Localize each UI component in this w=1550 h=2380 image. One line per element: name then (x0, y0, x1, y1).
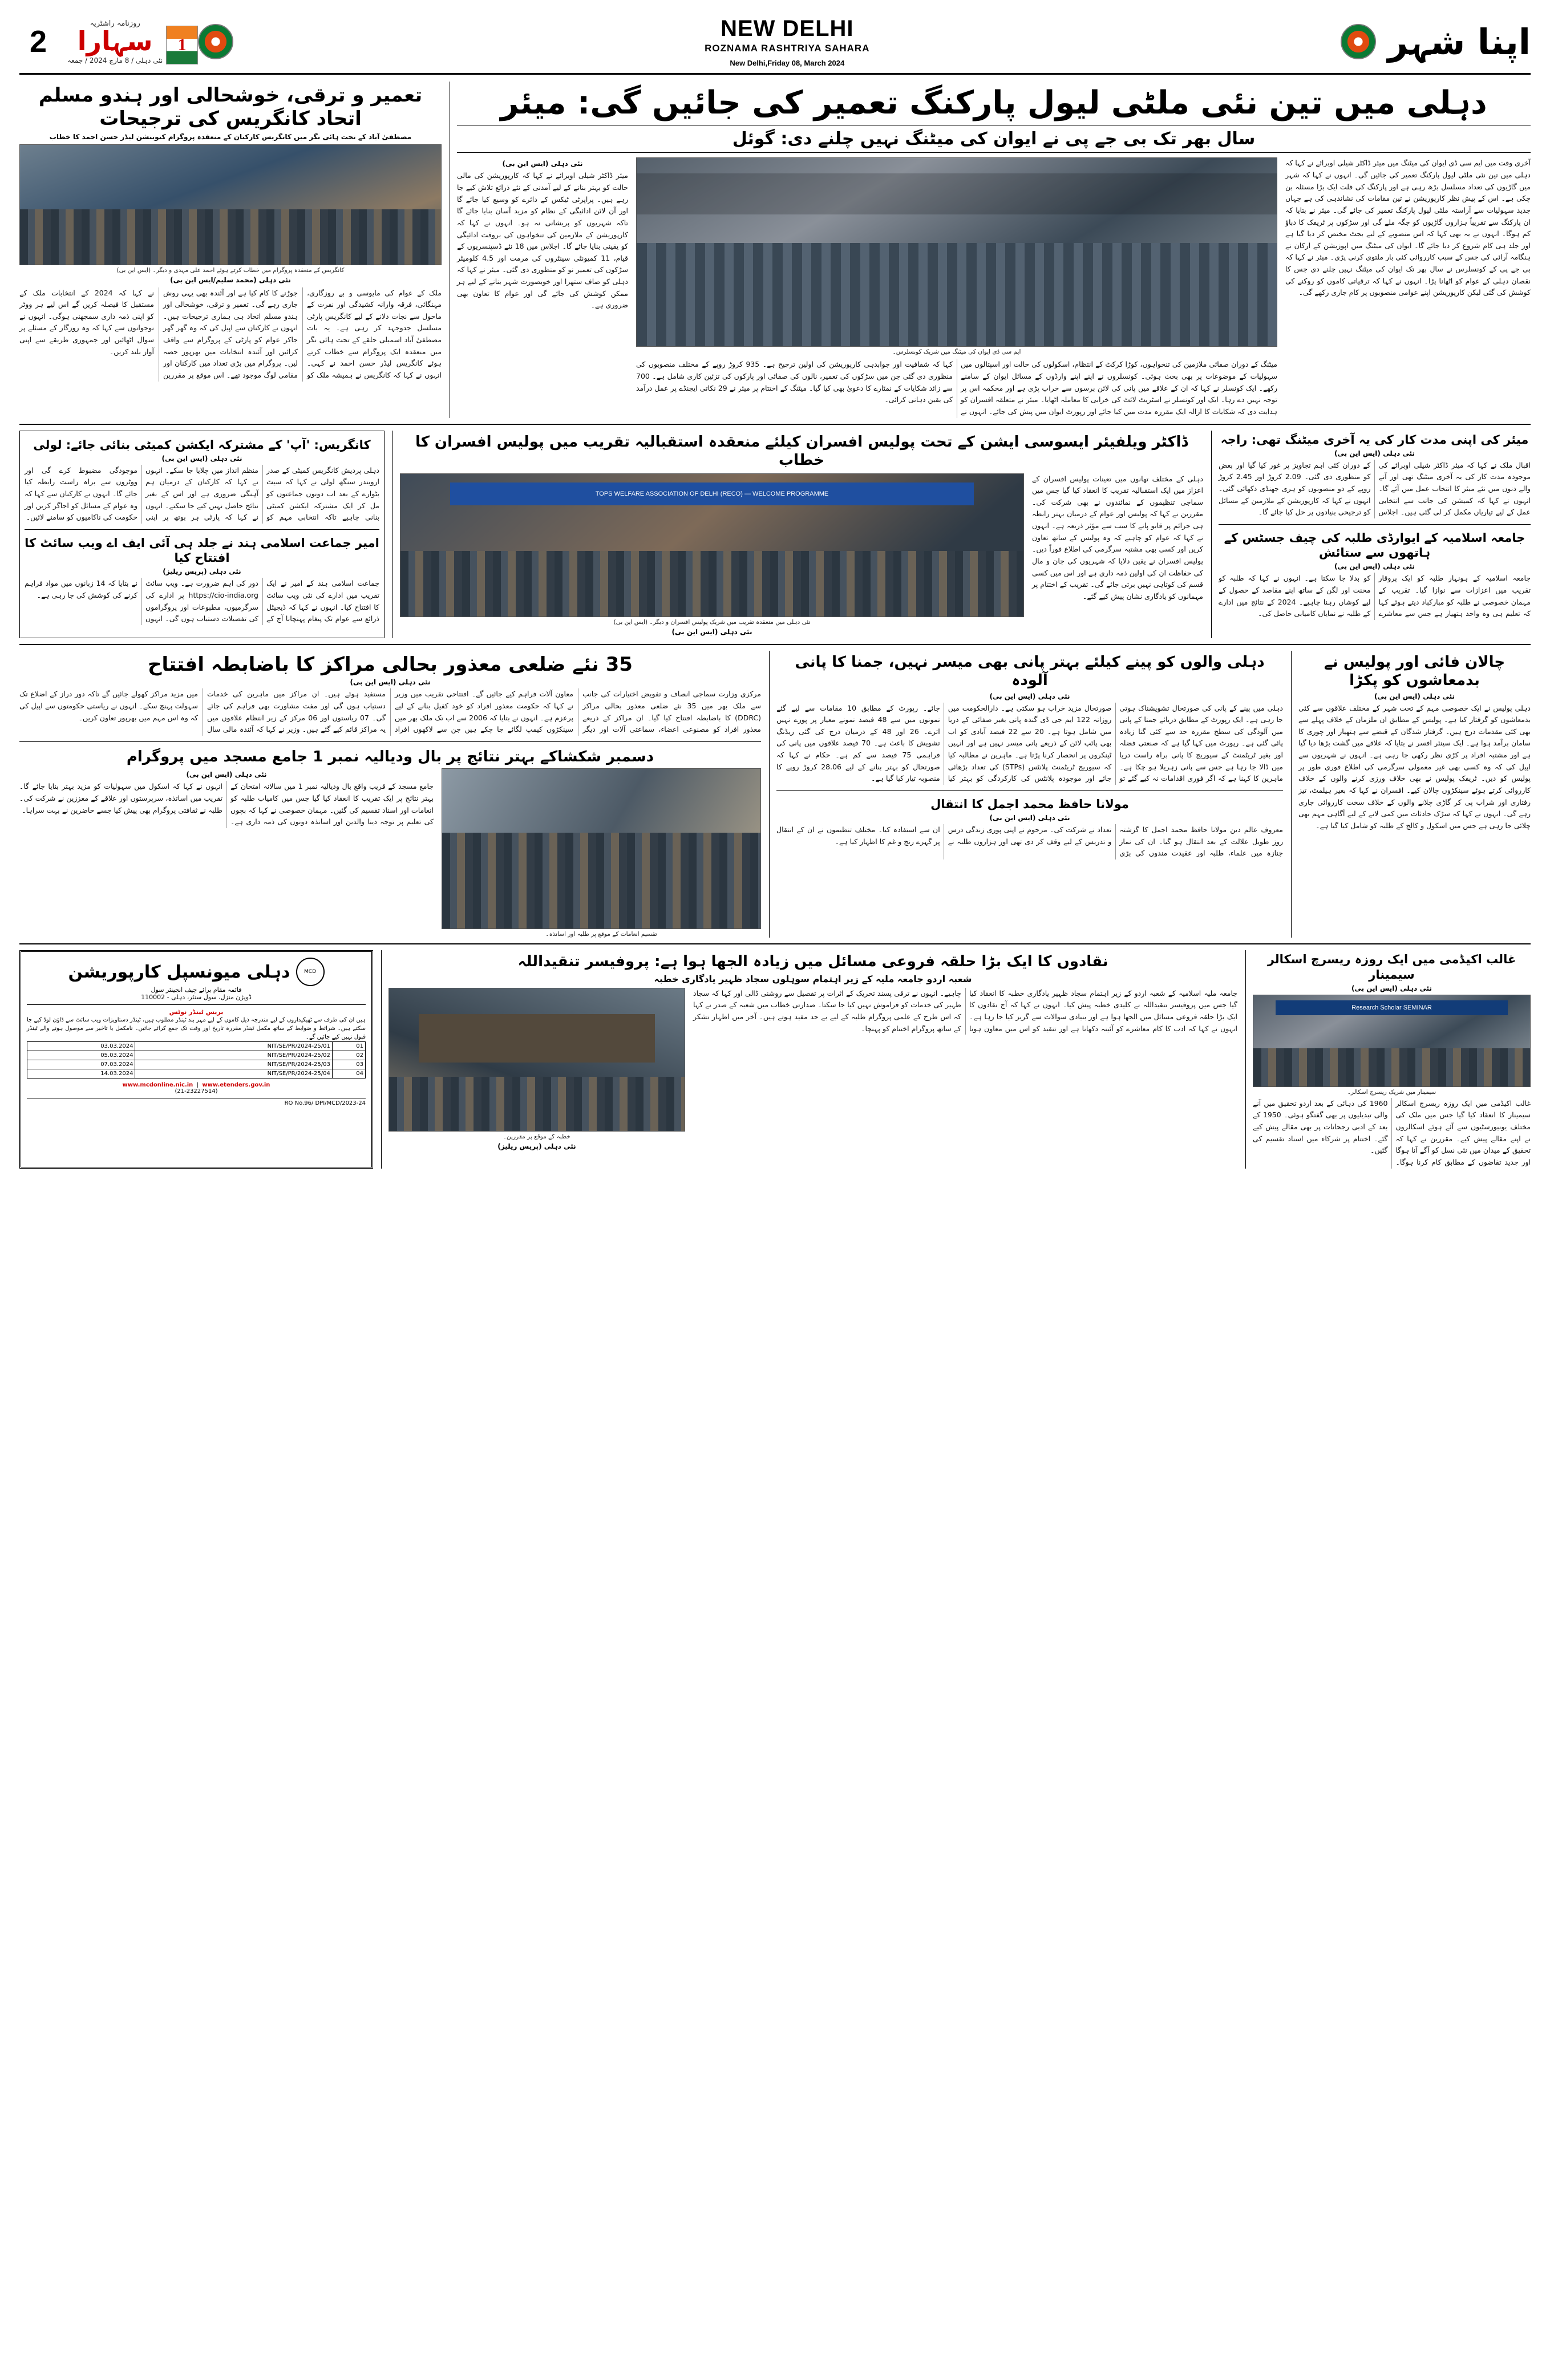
masjid-program-photo (442, 768, 761, 929)
masthead (19, 16, 1531, 75)
table-row (27, 1060, 366, 1069)
masthead-dateline: New Delhi,Friday 08, March 2024 (730, 59, 845, 67)
congress-photo-caption: کانگریس کے منعقدہ پروگرام میں خطاب کرتے ہوئے احمد علی مہدی و دیگر۔ (ایس این بی) (116, 266, 345, 274)
centers-body: مرکزی وزارت سماجی انصاف و تفویض اختیارات کی جانب سے ملک بھر میں 35 نئے ضلعی معذور بحالی مراکز (DDRC) کا باضابطہ افتتاح کیا گیا۔ ان مراکز کے ذریعے معذور افراد کو مصنوعی اعضاء، سماعتی آلات اور دیگر معاون آلات فراہم کیے جائیں گے۔ افتتاحی تقریب میں وزیر نے کہا کہ حکومت معذور افراد کو خود کفیل بنانے کے لیے پرعزم ہے۔ انہوں نے بتایا کہ 2006 سے اب تک ملک بھر میں سینکڑوں کیمپ لگائے جا چکے ہیں جن سے لاکھوں افراد مستفید ہوئے ہیں۔ ان مراکز میں ماہرین کی خدمات دستیاب ہوں گی اور مفت مشاورت بھی فراہم کی جائے گی۔ 07 ریاستوں اور 06 مرکز کے زیر انتظام علاقوں میں یہ مراکز قائم کیے گئے ہیں۔ وزیر نے کہا کہ آئندہ مالی سال میں مزید مراکز کھولے جائیں گے تاکہ دور دراز کے اضلاع تک سہولت پہنچ سکے۔ انہوں نے ریاستی حکومتوں سے اپیل کی کہ وہ اس مہم میں بھرپور تعاون کریں۔ (19, 690, 761, 734)
ghalib-caption: سیمینار میں شریک ریسرچ اسکالر۔ (1347, 1088, 1436, 1096)
article-35-centers (19, 651, 761, 938)
congress-byline: نئی دہلی (محمد سلیم/ایس این بی) (170, 275, 291, 284)
lead-body-right: میئر ڈاکٹر شیلی اوبرائے نے کہا کہ کارپوریشن کی مالی حالت کو بہتر بنانے کے لیے آمدنی کے نئے ذرائع تلاش کیے جا رہے ہیں۔ پراپرٹی ٹیکس کے دائرے کو وسیع کیا جائے گا اور آن لائن ادائیگی کے نظام کو مزید آسان بنایا جائے گا تاکہ شہریوں کو پریشانی نہ ہو۔ انہوں نے کہا کہ کارپوریشن کے ملازمین کی تنخواہوں کی بروقت ادائیگی کو یقینی بنایا جائے گا۔ اجلاس میں 18 نئے ڈسپنسریوں کے قیام، 11 کمیونٹی سینٹروں کی مرمت اور 4.5 کلومیٹر سڑکوں کی تعمیر نو کو منظوری دی گئی۔ میئر نے کہا کہ دہلی کو صاف ستھرا اور خوبصورت شہر بنانے کے لیے ہر ممکن کوشش کی جائے گی اور عوام کا تعاون بھی ضروری ہے۔ (457, 171, 628, 310)
congress-photo (19, 144, 442, 265)
jamia-lecture-caption: خطبہ کے موقع پر مقررین۔ (503, 1133, 571, 1140)
masthead-left (19, 19, 198, 64)
table-cell-no: 02 (332, 1051, 365, 1060)
masjid-program-caption: تقسیم انعامات کے موقع پر طلبہ اور اساتذہ۔ (545, 931, 657, 938)
advert-notice-text: ہیں ان کی طرف سے ٹھیکیداروں کے لیے مندرجہ ذیل کاموں کے لیے مہر بند ٹینڈر مطلوب ہیں، ٹینڈر دستاویزات ویب سائٹ سے ڈاؤن لوڈ کیے جا سکتے ہیں۔ شرائط و ضوابط کے ساتھ مکمل ٹینڈر مقررہ تاریخ اور وقت تک جمع کرائے جائیں۔ نامکمل یا تاخیر سے موصول ہونے والے ٹینڈر قبول نہیں کیے جائیں گے۔ (27, 1017, 366, 1041)
police-traffic-body: دہلی پولیس نے ایک خصوصی مہم کے تحت شہر کے مختلف علاقوں سے کئی بدمعاشوں کو گرفتار کیا ہے۔ پولیس کے مطابق ان ملزمان کے خلاف پہلے سے بھی کئی مقدمات درج ہیں۔ گرفتار شدگان کے قبضے سے ہتھیار اور چوری کا سامان برآمد ہوا ہے۔ ایک سینئر افسر نے بتایا کہ علاقے میں گشت بڑھا دیا گیا ہے اور مشتبہ افراد پر کڑی نظر رکھی جا رہی ہے۔ انہوں نے شہریوں سے اپیل کی کہ وہ کسی بھی غیر معمولی سرگرمی کی اطلاع فوری طور پر پولیس کو دیں۔ ٹریفک پولیس نے بھی خلاف ورزی کرنے والوں کے خلاف کارروائی کرتے ہوئے سینکڑوں چالان کیے۔ افسران نے کہا کہ بغیر ہیلمٹ، تیز رفتاری اور شراب پی کر گاڑی چلانے والوں کے خلاف سخت کارروائی جاری رہے گی۔ انہوں نے کہا کہ سڑک حادثات میں کمی لانے کے لیے آگاہی مہم بھی چلائی جا رہی ہے جس میں اسکول و کالج کے طلبہ کو شامل کیا گیا ہے۔ (1298, 703, 1531, 830)
article-mayor-last-meeting (1211, 431, 1531, 638)
lead-body-left: آخری وقت میں ایم سی ڈی ایوان کی میٹنگ میں میئر ڈاکٹر شیلی اوبرائے نے کہا کہ دہلی میں تین نئی ملٹی لیول پارکنگ تعمیر کی جائیں گی۔ انہوں نے کہا کہ شہر میں گاڑیوں کی تعداد مسلسل بڑھ رہی ہے اور پارکنگ کی قلت ایک بڑا مسئلہ بن چکی ہے۔ اس کے پیش نظر کارپوریشن نے تین مقامات کی نشاندہی کی ہے جہاں جدید سہولیات سے آراستہ ملٹی لیول پارکنگ تعمیر کی جائے گی۔ میئر نے بتایا کہ ان پارکنگ سے تقریباً ہزاروں گاڑیوں کو جگہ ملے گی اور سڑکوں پر ٹریفک کا دباؤ کم ہوگا۔ انہوں نے یہ بھی کہا کہ اس منصوبے کے لیے بجٹ مختص کر دیا گیا ہے اور جلد ہی کام شروع کر دیا جائے گا۔ ایوان کی میٹنگ میں اپوزیشن کے ارکان نے ہنگامہ آرائی کی جس کے سبب کارروائی کئی بار ملتوی کرنی پڑی۔ میئر نے کہا کہ بی جے پی کے کونسلرس نے سال بھر تک ایوان کی میٹنگ نہیں چلنے دی جس کا نقصان دہلی کے عوام کو اٹھانا پڑا۔ انہوں نے کہا کہ ترقیاتی کاموں کو روکنے کی کوشش کی گئی لیکن کارپوریشن اپنے عوامی منصوبوں پر کام جاری رکھے گی۔ (1285, 159, 1531, 297)
advert-tender-table (27, 1041, 366, 1078)
ghalib-body: غالب اکیڈمی میں ایک روزہ ریسرچ اسکالر سیمینار کا انعقاد کیا گیا جس میں ملک کی مختلف یونیورسٹیوں سے آئے ہوئے اسکالروں نے اپنے مقالے پیش کیے۔ مقررین نے کہا کہ تحقیق کے میدان میں نئی نسل کو آگے آنا ہوگا اور جدید تقاضوں کے مطابق کام کرنا ہوگا۔ 1960 کی دہائی کے بعد اردو تحقیق میں آنے والی تبدیلیوں پر بھی گفتگو ہوئی۔ 1950 کے بعد کے ادبی رجحانات پر بھی مقالے پیش کیے گئے۔ اختتام پر شرکاء میں اسناد تقسیم کی گئیں۔ (1253, 1098, 1531, 1166)
advert-ro-line: RO No.96/ DPI/MCD/2023-24 (27, 1098, 366, 1106)
mcd-tender-advert: MCD دہلی میونسپل کارپوریشن قائمہ مقام برائے چیف انجینئر سول ڈویژن منزل، سول سنٹر، دہلی - 110002 بریس ٹینڈر نوٹس ہیں ان کی طرف سے ٹھیکیداروں کے لیے مندرجہ ذیل کاموں کے لیے مہر بند ٹینڈر مطلوب ہیں، ٹینڈر دستاویزات ویب سائٹ سے ڈاؤن لوڈ کیے جا سکتے ہیں۔ شرائط و ضوابط کے ساتھ مکمل ٹینڈر مقررہ تاریخ اور وقت تک جمع کرائے جائیں۔ نامکمل یا تاخیر سے موصول ہونے والے ٹینڈر قبول نہیں کیے جائیں گے۔ 01 NIT/SE/PR/2024-25/01 03.03.2024 02 NIT/SE/PR/2024-25/02 05.03.2024 03 NIT/SE/PR/2024-25/03 07.03.2024 04 NIT/SE/PR/2024-25/04 14.03.2024 www.mcdonline.nic.in | www.etenders.gov.in (21-23227514) RO No.96/ DPI/MCD/2023-24 (19, 950, 373, 1168)
article-ghalib (1245, 950, 1531, 1168)
table-row (27, 1069, 366, 1078)
edition-meta: نئی دہلی / 8 مارچ 2024 / جمعہ (67, 56, 163, 64)
police-traffic-headline: چالان فائی اور پولیس نے بدمعاشوں کو پکڑا (1324, 653, 1506, 690)
congress-subhead: مصطفیٰ آباد کے تحت ہائی نگر میں کانگریس کارکنان کے منعقدہ پروگرام کنوینشن لیڈر حسن احمد کا خطاب (49, 132, 412, 141)
advert-phone: (21-23227514) (175, 1088, 218, 1095)
advert-org-sub-2: ڈویژن منزل، سول سنٹر، دہلی - 110002 (141, 994, 252, 1002)
jamia-award-headline: جامعہ اسلامیہ کے ایوارڈی طلبہ کی چیف جسٹس کے ہاتھوں سے ستائش (1224, 530, 1525, 560)
centers-headline: 35 نئے ضلعی معذور بحالی مراکز کا باضابطہ افتتاح (148, 652, 633, 676)
police-traffic-byline: نئی دہلی (ایس این بی) (1374, 692, 1455, 700)
masthead-center (256, 16, 1318, 67)
lead-subhead: سال بھر تک بی جے پی نے ایوان کی میٹنگ نہیں چلنے دی: گوئل (457, 125, 1531, 153)
congress-body: ملک کے عوام کی مایوسی و بے روزگاری، مہنگائی، فرقہ وارانہ کشیدگی اور نفرت کے ماحول سے نجات دلانے کے لیے کانگریس پارٹی مسلسل جدوجہد کر رہی ہے۔ یہ بات مصطفیٰ آباد اسمبلی حلقے کے تحت ہائی نگر میں منعقدہ ایک پروگرام سے خطاب کرتے ہوئے کانگریس لیڈر حسن احمد نے کہی۔ انہوں نے کہا کہ کانگریس نے ہمیشہ ملک کو جوڑنے کا کام کیا ہے اور آئندہ بھی یہی روش جاری رہے گی۔ تعمیر و ترقی، خوشحالی اور ہندو مسلم اتحاد ہی ہماری ترجیحات ہیں۔ انہوں نے کارکنان سے اپیل کی کہ وہ گھر گھر جاکر عوام کو پارٹی کے پروگرام سے واقف کرائیں اور آئندہ انتخابات میں بھرپور حصہ لیں۔ پروگرام میں بڑی تعداد میں کارکنان اور مقامی لوگ موجود تھے۔ اس موقع پر مقررین نے کہا کہ 2024 کے انتخابات ملک کے مستقبل کا فیصلہ کریں گے اس لیے ہر ووٹر کو اپنی ذمہ داری سمجھنی ہوگی۔ انہوں نے نوجوانوں سے کہا کہ وہ روزگار کے مسئلے پر سوال اٹھائیں اور جمہوری طریقے سے اپنی آواز بلند کریں۔ (19, 288, 442, 379)
congress-headline: تعمیر و ترقی، خوشحالی اور ہندو مسلم اتحاد کانگریس کی ترجیحات (38, 84, 423, 130)
mayor-last-body: اقبال ملک نے کہا کہ میئر ڈاکٹر شیلی اوبرائے کی موجودہ مدت کار کی یہ آخری میٹنگ تھی اور آنے والے دنوں میں نئے میئر کا انتخاب عمل میں آئے گا۔ انہوں نے کہا کہ کمیشن کی جانب سے انتخابی عمل کے لیے تیاریاں مکمل کر لی گئی ہیں۔ اجلاس کے دوران کئی اہم تجاویز پر غور کیا گیا اور بعض کو منظوری دی گئی۔ 2.09 کروڑ اور 2.45 کروڑ روپے کے دو منصوبوں کو ہری جھنڈی دکھائی گئی۔ انہوں نے کہا کہ کارپوریشن کے ملازمین کے مسائل کو ترجیحی بنیادوں پر حل کیا جائے گا۔ (1219, 460, 1531, 517)
lead-col-right (457, 157, 628, 417)
police-officers-headline: ڈاکٹر ویلفیئر ایسوسی ایشن کے تحت پولیس افسران کیلئے منعقدہ استقبالیہ تقریب میں پولیس افسران کا خطاب (415, 433, 1188, 469)
obituary-body: معروف عالم دین مولانا حافظ محمد اجمل کا گزشتہ روز طویل علالت کے بعد انتقال ہو گیا۔ ان کی نماز جنازہ میں علماء، طلبہ اور عقیدت مندوں کی بڑی تعداد نے شرکت کی۔ مرحوم نے اپنی پوری زندگی درس و تدریس کے لیے وقف کر دی تھی اور ہزاروں طلبہ نے ان سے استفادہ کیا۔ مختلف تنظیموں نے ان کے انتقال پر گہرے رنج و غم کا اظہار کیا ہے۔ (776, 825, 1283, 858)
iff-body: جماعت اسلامی ہند کے امیر نے ایک تقریب میں ادارے کی نئی ویب سائٹ کا افتتاح کیا۔ انہوں نے کہا کہ ڈیجیٹل ذرائع سے عوام تک پیغام پہنچانا آج کے دور کی اہم ضرورت ہے۔ ویب سائٹ https://cio-india.org پر ادارے کی سرگرمیوں، مطبوعات اور پروگراموں کی تفصیلات دستیاب ہوں گی۔ انہوں نے بتایا کہ 14 زبانوں میں مواد فراہم کرنے کی کوشش کی جا رہی ہے۔ (25, 579, 379, 623)
jamia-lecture-body: جامعہ ملیہ اسلامیہ کے شعبہ اردو کے زیر اہتمام سجاد ظہیر یادگاری خطبہ کا انعقاد کیا گیا جس میں پروفیسر تنقیداللہ نے کلیدی خطبہ پیش کیا۔ انہوں نے کہا کہ آج نقادوں کا ایک بڑا حلقہ فروعی مسائل میں الجھا ہوا ہے اور بنیادی سوالات سے گریز کیا جا رہا ہے۔ انہوں نے کہا کہ ادب کا کام معاشرے کو آئینہ دکھانا ہے اور تنقید کو اس میں معاون ہونا چاہیے۔ انہوں نے ترقی پسند تحریک کے اثرات پر تفصیل سے روشنی ڈالی اور کہا کہ سجاد ظہیر کی خدمات کو فراموش نہیں کیا جا سکتا۔ صدارتی خطاب میں شعبہ کے صدر نے کہا کہ اس طرح کے علمی پروگرام طلبہ کے لیے بے حد مفید ہوتے ہیں۔ آخر میں اظہار تشکر کے ساتھ پروگرام اختتام کو پہنچا۔ (693, 988, 1237, 1033)
rosette-icon-right (1341, 24, 1376, 59)
jamia-award-body: جامعہ اسلامیہ کے ہونہار طلبہ کو ایک پروقار تقریب میں اعزازات سے نوازا گیا۔ تقریب کے مہمان خصوصی نے طلبہ کو مبارکباد دیتے ہوئے کہا کہ تعلیم ہی وہ واحد ہتھیار ہے جس سے معاشرے کو بدلا جا سکتا ہے۔ انہوں نے کہا کہ طلبہ کو محنت اور لگن کے ساتھ اپنے مقاصد کے حصول کے لیے کوشاں رہنا چاہیے۔ 2024 کے نتائج میں ادارے کے طلبہ نے نمایاں کامیابی حاصل کی۔ (1219, 574, 1531, 618)
logo-subtitle: روزنامہ راشٹریہ (90, 19, 140, 28)
jamia-lecture-byline: نئی دہلی (پریس ریلیز) (497, 1142, 576, 1150)
table-cell-date: 07.03.2024 (27, 1060, 135, 1069)
congress-app-headline: کانگریس: 'آپ' کے مشترکہ ایکشن کمیٹی بنائی جائے: لولی (33, 437, 371, 452)
table-cell-date: 14.03.2024 (27, 1069, 135, 1078)
table-cell-no: 04 (332, 1069, 365, 1078)
table-cell-ref: NIT/SE/PR/2024-25/02 (135, 1051, 332, 1060)
obituary-headline: مولانا حافظ محمد اجمل کا انتقال (930, 797, 1129, 811)
bottom-band (19, 950, 1531, 1168)
water-byline: نئی دہلی (ایس این بی) (989, 692, 1070, 700)
article-lead (450, 82, 1531, 418)
jamia-lecture-photo (388, 988, 685, 1132)
lead-headline: دہلی میں تین نئی ملٹی لیول پارکنگ تعمیر کی جائیں گی: میئر (500, 84, 1487, 121)
water-body: دہلی میں پینے کے پانی کی صورتحال تشویشناک ہوتی جا رہی ہے۔ ایک رپورٹ کے مطابق دریائے جمنا کے پانی میں آلودگی کی سطح مقررہ حد سے کئی گنا زیادہ پائی گئی ہے۔ رپورٹ میں کہا گیا ہے کہ صنعتی فضلہ اور بغیر ٹریٹمنٹ کے سیوریج کا پانی براہ راست دریا میں ڈالا جا رہا ہے جس سے پانی زہریلا ہو چکا ہے۔ ماہرین کا کہنا ہے کہ اگر فوری اقدامات نہ کیے گئے تو صورتحال مزید خراب ہو سکتی ہے۔ دارالحکومت میں روزانہ 122 ایم جی ڈی گندہ پانی بغیر صفائی کے دریا میں شامل ہوتا ہے۔ 20 سے 22 فیصد آبادی کو اب بھی پائپ لائن کے ذریعے پانی میسر نہیں ہے اور انہیں ٹینکروں پر انحصار کرنا پڑتا ہے۔ ماہرین نے مطالبہ کیا کہ سیوریج ٹریٹمنٹ پلانٹس (STPs) کی تعداد بڑھائی جائے اور موجودہ پلانٹس کی کارکردگی کو بہتر کیا جائے۔ رپورٹ کے مطابق 10 مقامات سے لیے گئے نمونوں میں سے 48 فیصد نمونے معیار پر پورے نہیں اترے۔ 26 اور 48 کے درمیان درج کی گئی ریڈنگ تشویش کا باعث ہے۔ 70 فیصد علاقوں میں پانی کی فراہمی 75 فیصد سے کم ہے۔ حکام نے کہا کہ صورتحال کو بہتر بنانے کے لیے 28.06 کروڑ روپے کا منصوبہ تیار کیا گیا ہے۔ (776, 703, 1283, 783)
jamia-lecture-headline: نقادوں کا ایک بڑا حلقہ فروعی مسائل میں زیادہ الجھا ہوا ہے: پروفیسر تنقیداللہ (517, 953, 1108, 971)
lead-photo-caption: ایم سی ڈی ایوان کی میٹنگ میں شریک کونسلرس۔ (892, 348, 1021, 356)
third-band (19, 651, 1531, 938)
tricolor-logo-icon: 1 (166, 26, 198, 64)
lead-photo (636, 157, 1277, 347)
advert-website-1[interactable]: www.mcdonline.nic.in (122, 1082, 193, 1089)
section-title-urdu: اپنا شہر (1387, 21, 1531, 63)
ghalib-banner-text: Research Scholar SEMINAR (1276, 1000, 1508, 1015)
jamia-award-byline: نئی دہلی (ایس این بی) (1334, 562, 1415, 571)
masjid-program-headline: دسمبر شکشاکے بہتر نتائج پر بال ودیالیہ نمبر 1 جامع مسجد میں پروگرام (126, 748, 654, 765)
article-congress (19, 82, 442, 418)
lead-body-mid: میٹنگ کے دوران صفائی ملازمین کی تنخواہوں، کوڑا کرکٹ کے انتظام، اسکولوں کی حالت اور اسپتالوں میں سہولیات کے موضوعات پر بھی بحث ہوئی۔ کونسلروں نے اپنے اپنے وارڈوں کے مسائل ایوان کے سامنے رکھے۔ ایک کونسلر نے کہا کہ ان کے علاقے میں پانی کی لائن برسوں سے خراب پڑی ہے اور محکمہ اس پر توجہ نہیں دے رہا۔ ایک اور کونسلر نے اسٹریٹ لائٹ کی خرابی کا معاملہ اٹھایا۔ میئر نے متعلقہ افسران کو ہدایت دی کہ شکایات کا ازالہ ایک مقررہ مدت میں کیا جائے اور رپورٹ ایوان میں پیش کی جائے۔ انہوں نے کہا کہ شفافیت اور جوابدہی کارپوریشن کی اولین ترجیح ہے۔ 935 کروڑ روپے کے مختلف منصوبوں کی منظوری دی گئی جن میں سڑکوں کی تعمیر، نالوں کی صفائی اور پارکوں کی تزئین کاری شامل ہے۔ 700 سے زائد شکایات کے نمٹارے کا دعویٰ بھی کیا گیا۔ میٹنگ کے اختتام پر میئر نے 29 نکاتی ایجنڈے پر عمل درآمد کی یقین دہانی کرائی۔ (636, 360, 1277, 416)
jamia-lecture-subhead: شعبہ اردو جامعہ ملیہ کے زیر اہتمام سوہلوں سجاد ظہیر یادگاری خطبہ (654, 973, 972, 984)
iff-headline: امیر جماعت اسلامی ہند نے جلد ہی آئی ایف اے ویب سائٹ کا افتتاح کیا (25, 536, 379, 565)
lead-col-mid (636, 157, 1277, 417)
police-officers-byline: نئی دہلی (ایس این بی) (671, 627, 752, 636)
article-water (769, 651, 1283, 938)
table-cell-ref: NIT/SE/PR/2024-25/01 (135, 1042, 332, 1051)
lead-col-left (1285, 157, 1531, 417)
lead-byline: نئی دہلی (ایس این بی) (502, 160, 583, 168)
mcd-seal-icon: MCD (296, 958, 325, 986)
masthead-subtitle-en: ROZNAMA RASHTRIYA SAHARA (705, 43, 870, 54)
advert-notice-heading: بریس ٹینڈر نوٹس (169, 1008, 224, 1016)
article-police-traffic (1291, 651, 1531, 938)
table-cell-no: 01 (332, 1042, 365, 1051)
logo-urdu-title: سہارا (77, 25, 153, 56)
masjid-program-body: جامع مسجد کے قریب واقع بال ودیالیہ نمبر 1 میں سالانہ امتحان کے بہتر نتائج پر ایک تقریب کا انعقاد کیا گیا جس میں کامیاب طلبہ کو انعامات اور اسناد تقسیم کی گئیں۔ مہمان خصوصی نے کہا کہ بچوں کی تعلیم پر توجہ دینا والدین اور اساتذہ دونوں کی ذمہ داری ہے۔ انہوں نے کہا کہ اسکول میں سہولیات کو مزید بہتر بنایا جائے گا۔ تقریب میں اساتذہ، سرپرستوں اور علاقے کے معززین نے شرکت کی۔ طلبہ نے ثقافتی پروگرام بھی پیش کیا جسے حاضرین نے بہت سراہا۔ (19, 782, 434, 826)
ghalib-headline: غالب اکیڈمی میں ایک روزہ ریسرچ اسکالر سیمینار (1267, 952, 1516, 982)
masjid-program-byline: نئی دہلی (ایس این بی) (186, 771, 267, 779)
centers-byline: نئی دہلی (ایس این بی) (350, 678, 431, 687)
page-number: 2 (30, 25, 47, 59)
police-officers-caption: نئی دہلی میں منعقدہ تقریب میں شریک پولیس افسران و دیگر۔ (ایس این بی) (613, 618, 811, 626)
iff-byline: نئی دہلی (پریس ریلیز) (163, 567, 241, 576)
table-cell-ref: NIT/SE/PR/2024-25/04 (135, 1069, 332, 1078)
mayor-last-byline: نئی دہلی (ایس این بی) (1334, 449, 1415, 457)
masthead-title-en: NEW DELHI (721, 16, 854, 41)
table-row (27, 1051, 366, 1060)
article-jamia-lecture (381, 950, 1237, 1168)
police-officers-body: دہلی کے مختلف تھانوں میں تعینات پولیس افسران کے اعزاز میں ایک استقبالیہ تقریب کا انعقاد کیا گیا جس میں سماجی تنظیموں کے نمائندوں نے بھی شرکت کی۔ مقررین نے کہا کہ پولیس اور عوام کے درمیان بہتر رابطہ ہی جرائم پر قابو پانے کا سب سے مؤثر ذریعہ ہے۔ انہوں نے کہا کہ عوام کو چاہیے کہ وہ پولیس کے ساتھ تعاون کریں اور کسی بھی مشتبہ سرگرمی کی اطلاع فوراً دیں۔ پولیس افسران نے یقین دلایا کہ شہریوں کی جان و مال کی حفاظت ان کی اولین ذمہ داری ہے اور اس میں کسی قسم کی کوتاہی نہیں برتی جائے گی۔ تقریب کے اختتام پر مہمانوں کو یادگاری نشان پیش کیے گئے۔ (1032, 474, 1203, 601)
table-cell-no: 03 (332, 1060, 365, 1069)
ghalib-photo (1253, 995, 1531, 1087)
table-cell-date: 05.03.2024 (27, 1051, 135, 1060)
event-banner-text: TOPS WELFARE ASSOCIATION OF DELHI (RECO) — WELCOME PROGRAMME (450, 483, 973, 505)
table-cell-ref: NIT/SE/PR/2024-25/03 (135, 1060, 332, 1069)
police-officers-photo (400, 473, 1024, 617)
advert-website-2[interactable]: www.etenders.gov.in (202, 1082, 270, 1089)
congress-app-byline: نئی دہلی (ایس این بی) (161, 454, 242, 463)
publication-logo (67, 19, 198, 64)
table-row (27, 1042, 366, 1051)
rosette-icon-left (198, 24, 233, 59)
congress-app-body: دہلی پردیش کانگریس کمیٹی کے صدر ارویندر سنگھ لولی نے کہا کہ سیٹ بٹوارے کے بعد اب دونوں جماعتوں کو مل کر ایک مشترکہ ایکشن کمیٹی بنانی چاہیے تاکہ انتخابی مہم کو منظم انداز میں چلایا جا سکے۔ انہوں نے کہا کہ کارکنان کے درمیان ہم آہنگی ضروری ہے اور اس کے بغیر نتائج حاصل نہیں کیے جا سکتے۔ انہوں نے کہا کہ پارٹی ہر بوتھ پر اپنی موجودگی مضبوط کرے گی اور ووٹروں سے براہ راست رابطہ کیا جائے گا۔ انہوں نے کارکنان سے کہا کہ وہ عوام کے مسائل کو اجاگر کریں اور حکومت کی ناکامیوں کو سامنے لائیں۔ (25, 465, 379, 522)
article-congress-app (19, 431, 385, 638)
water-headline: دہلی والوں کو پینے کیلئے بہتر پانی بھی میسر نہیں، جمنا کا پانی آلودہ (795, 653, 1265, 690)
mayor-last-headline: میئر کی اپنی مدت کار کی یہ آخری میٹنگ تھی: راجہ (1220, 432, 1529, 447)
advert-org-title: دہلی میونسپل کارپوریشن (68, 962, 290, 982)
obituary-byline: نئی دہلی (ایس این بی) (989, 814, 1070, 822)
top-band (19, 82, 1531, 418)
ghalib-byline: نئی دہلی (ایس این بی) (1351, 984, 1432, 992)
second-band (19, 431, 1531, 638)
table-cell-date: 03.03.2024 (27, 1042, 135, 1051)
article-police-officers (392, 431, 1203, 638)
advert-org-sub-1: قائمہ مقام برائے چیف انجینئر سول (151, 986, 242, 994)
